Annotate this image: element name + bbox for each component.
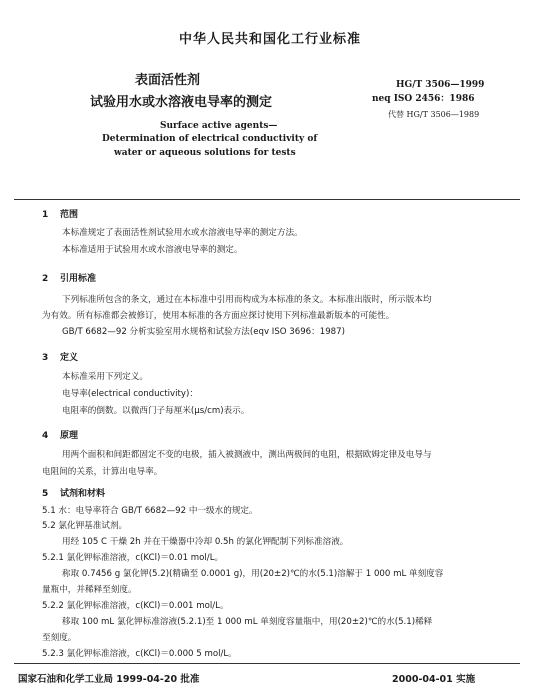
clause-line: 5.2.1 氯化钾标准溶液，c(KCl)＝0.01 mol/L。 [42,553,224,563]
paragraph-line: 至刻度。 [42,633,77,643]
effective-date: 2000-04-01 实施 [392,674,476,685]
paragraph-line: 用两个面积和间距都固定不变的电极，插入被测液中，测出两极间的电阻，根据欧姆定律及电导与 [62,450,432,460]
section-number: 2 [42,274,49,284]
paragraph-line: 电阻率的倒数。以微西门子每厘米(μs/cm)表示。 [62,406,250,416]
section-heading-scope [42,207,78,220]
section-title: 范围 [60,210,79,220]
reference-entry: GB/T 6682—92 分析实验室用水规格和试验方法(eqv ISO 3696：1987) [62,327,345,337]
paragraph-line: 本标准规定了表面活性剂试验用水或水溶液电导率的测定方法。 [62,228,303,238]
section-title: 试剂和材料 [60,489,106,499]
standard-code: HG/T 3506—1999 [396,80,485,90]
section-title: 原理 [60,431,79,441]
section-heading-reagents [42,486,105,499]
paragraph-line: 称取 0.7456 g 氯化钾(5.2)(精确至 0.0001 g)，用(20±2)℃的水(5.1)溶解于 1 000 mL 单刻度容 [62,569,444,579]
section-number: 4 [42,431,49,441]
section-number: 5 [42,489,49,499]
clause-line: 5.1 水：电导率符合 GB/T 6682—92 中一级水的规定。 [42,506,258,516]
section-number: 1 [42,210,49,220]
clause-line: 5.2 氯化钾基准试剂。 [42,521,128,531]
paragraph-line: 本标准适用于试验用水或水溶液电导率的测定。 [62,245,243,255]
iso-equivalence: neq ISO 2456：1986 [372,94,475,104]
document-title-en-line2: Determination of electrical conductivity of [102,134,318,144]
approval-info: 国家石油和化学工业局 1999-04-20 批准 [18,674,200,685]
section-title: 定义 [60,353,79,363]
header-divider [14,199,520,200]
clause-line: 5.2.3 氯化钾标准溶液，c(KCl)＝0.000 5 mol/L。 [42,649,237,659]
paragraph-line: 电阻间的关系，计算出电导率。 [42,467,163,477]
paragraph-line: 本标准采用下列定义。 [62,372,148,382]
section-number: 3 [42,353,49,363]
paragraph-line: 量瓶中，并稀释至刻度。 [42,585,137,595]
paragraph-line: 为有效。所有标准都会被修订，使用本标准的各方面应探讨使用下列标准最新版本的可能性。 [42,311,395,321]
paragraph-line: 移取 100 mL 氯化钾标准溶液(5.2.1)至 1 000 mL 单刻度容量瓶中，用(20±2)℃的水(5.1)稀释 [62,617,433,627]
replaces-standard: 代替 HG/T 3506—1989 [388,110,480,119]
section-title: 引用标准 [60,274,97,284]
document-title-en-line3: water or aqueous solutions for tests [114,148,296,158]
paragraph-line: 用经 105 C 干燥 2h 并在干燥器中冷却 0.5h 的氯化钾配制下列标准溶液。 [62,537,349,547]
standard-title: 中华人民共和国化工行业标准 [178,32,361,47]
section-heading-references [42,271,96,284]
document-title-cn-line2: 试验用水或水溶液电导率的测定 [90,95,273,110]
clause-line: 5.2.2 氯化钾标准溶液，c(KCl)＝0.001 mol/L。 [42,601,229,611]
paragraph-line: 下列标准所包含的条文，通过在本标准中引用而构成为本标准的条文。本标准出版时，所示版本均 [62,295,432,305]
section-heading-principle [42,428,78,441]
footer-divider [14,663,520,664]
paragraph-line: 电导率(electrical conductivity)： [62,389,198,399]
document-title-en-line1: Surface active agents— [160,121,278,131]
document-title-cn-line1: 表面活性剂 [135,73,201,88]
section-heading-definitions [42,350,78,363]
